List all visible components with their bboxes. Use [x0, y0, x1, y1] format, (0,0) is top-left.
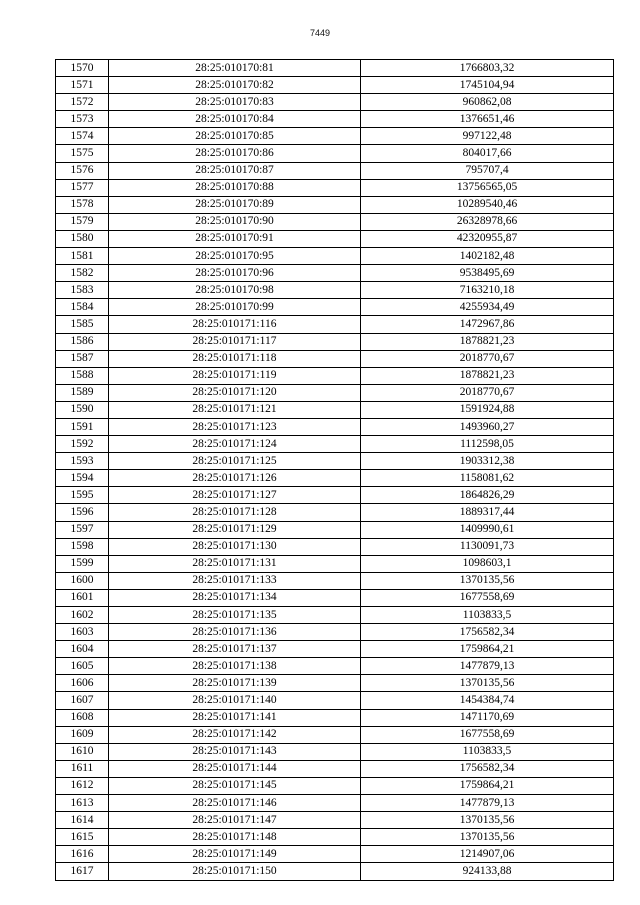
row-number-cell: 1580 [56, 230, 109, 247]
value-cell: 1112598,05 [361, 436, 614, 453]
row-number-cell: 1596 [56, 504, 109, 521]
cadastral-number-cell: 28:25:010171:138 [109, 658, 361, 675]
table-row [56, 538, 614, 555]
row-number-cell: 1614 [56, 812, 109, 829]
value-cell: 1130091,73 [361, 538, 614, 555]
table-row [56, 384, 614, 401]
value-cell: 1409990,61 [361, 521, 614, 538]
row-number-cell: 1577 [56, 179, 109, 196]
table-row [56, 709, 614, 726]
row-number-cell: 1573 [56, 111, 109, 128]
row-number-cell: 1601 [56, 589, 109, 606]
value-cell: 1370135,56 [361, 829, 614, 846]
row-number-cell: 1597 [56, 521, 109, 538]
table-row [56, 829, 614, 846]
row-number-cell: 1581 [56, 248, 109, 265]
cadastral-number-cell: 28:25:010171:125 [109, 453, 361, 470]
row-number-cell: 1591 [56, 418, 109, 435]
cadastral-number-cell: 28:25:010170:98 [109, 282, 361, 299]
table-row [56, 846, 614, 863]
table-row [56, 367, 614, 384]
row-number-cell: 1571 [56, 77, 109, 94]
value-cell: 42320955,87 [361, 230, 614, 247]
table-row [56, 726, 614, 743]
value-cell: 7163210,18 [361, 282, 614, 299]
cadastral-number-cell: 28:25:010171:137 [109, 641, 361, 658]
cadastral-number-cell: 28:25:010171:143 [109, 743, 361, 760]
value-cell: 1756582,34 [361, 760, 614, 777]
value-cell: 1878821,23 [361, 367, 614, 384]
value-cell: 1759864,21 [361, 641, 614, 658]
table-row [56, 179, 614, 196]
cadastral-number-cell: 28:25:010170:89 [109, 196, 361, 213]
page-number: 7449 [309, 28, 331, 38]
row-number-cell: 1584 [56, 299, 109, 316]
row-number-cell: 1613 [56, 795, 109, 812]
cadastral-number-cell: 28:25:010171:124 [109, 436, 361, 453]
value-cell: 1472967,86 [361, 316, 614, 333]
value-cell: 1477879,13 [361, 795, 614, 812]
cadastral-number-cell: 28:25:010170:86 [109, 145, 361, 162]
table-row [56, 504, 614, 521]
value-cell: 804017,66 [361, 145, 614, 162]
row-number-cell: 1587 [56, 350, 109, 367]
cadastral-number-cell: 28:25:010171:120 [109, 384, 361, 401]
table-row [56, 316, 614, 333]
cadastral-number-cell: 28:25:010171:148 [109, 829, 361, 846]
table-row [56, 299, 614, 316]
row-number-cell: 1590 [56, 401, 109, 418]
value-cell: 997122,48 [361, 128, 614, 145]
table-row [56, 162, 614, 179]
table-row [56, 60, 614, 77]
cadastral-number-cell: 28:25:010171:150 [109, 863, 361, 880]
cadastral-number-cell: 28:25:010170:88 [109, 179, 361, 196]
value-cell: 1370135,56 [361, 675, 614, 692]
cadastral-number-cell: 28:25:010171:117 [109, 333, 361, 350]
row-number-cell: 1585 [56, 316, 109, 333]
row-number-cell: 1586 [56, 333, 109, 350]
table-row [56, 760, 614, 777]
value-cell: 1864826,29 [361, 487, 614, 504]
value-cell: 9538495,69 [361, 265, 614, 282]
row-number-cell: 1588 [56, 367, 109, 384]
cadastral-number-cell: 28:25:010171:149 [109, 846, 361, 863]
table-row [56, 333, 614, 350]
value-cell: 795707,4 [361, 162, 614, 179]
row-number-cell: 1594 [56, 470, 109, 487]
row-number-cell: 1603 [56, 624, 109, 641]
table-row [56, 265, 614, 282]
value-cell: 1370135,56 [361, 812, 614, 829]
table-row [56, 436, 614, 453]
table-row [56, 94, 614, 111]
value-cell: 1591924,88 [361, 401, 614, 418]
cadastral-number-cell: 28:25:010171:144 [109, 760, 361, 777]
value-cell: 2018770,67 [361, 350, 614, 367]
value-cell: 924133,88 [361, 863, 614, 880]
row-number-cell: 1604 [56, 641, 109, 658]
table-row [56, 555, 614, 572]
cadastral-number-cell: 28:25:010171:116 [109, 316, 361, 333]
cadastral-number-cell: 28:25:010171:142 [109, 726, 361, 743]
cadastral-number-cell: 28:25:010171:146 [109, 795, 361, 812]
cadastral-number-cell: 28:25:010171:127 [109, 487, 361, 504]
value-cell: 1766803,32 [361, 60, 614, 77]
table-row [56, 589, 614, 606]
table-row [56, 641, 614, 658]
table-row [56, 795, 614, 812]
cadastral-number-cell: 28:25:010171:145 [109, 777, 361, 794]
value-cell: 1677558,69 [361, 589, 614, 606]
value-cell: 1098603,1 [361, 555, 614, 572]
table-row [56, 692, 614, 709]
table-row [56, 624, 614, 641]
value-cell: 1103833,5 [361, 607, 614, 624]
row-number-cell: 1612 [56, 777, 109, 794]
cadastral-number-cell: 28:25:010170:91 [109, 230, 361, 247]
table-row [56, 213, 614, 230]
cadastral-number-cell: 28:25:010171:129 [109, 521, 361, 538]
value-cell: 1493960,27 [361, 418, 614, 435]
cadastral-number-cell: 28:25:010170:85 [109, 128, 361, 145]
table-row [56, 350, 614, 367]
row-number-cell: 1576 [56, 162, 109, 179]
row-number-cell: 1600 [56, 572, 109, 589]
value-cell: 1370135,56 [361, 572, 614, 589]
value-cell: 1759864,21 [361, 777, 614, 794]
cadastral-number-cell: 28:25:010170:82 [109, 77, 361, 94]
row-number-cell: 1593 [56, 453, 109, 470]
cadastral-number-cell: 28:25:010171:119 [109, 367, 361, 384]
value-cell: 10289540,46 [361, 196, 614, 213]
value-cell: 1471170,69 [361, 709, 614, 726]
cadastral-number-cell: 28:25:010170:96 [109, 265, 361, 282]
row-number-cell: 1578 [56, 196, 109, 213]
row-number-cell: 1605 [56, 658, 109, 675]
cadastral-number-cell: 28:25:010171:136 [109, 624, 361, 641]
row-number-cell: 1589 [56, 384, 109, 401]
table-row [56, 418, 614, 435]
row-number-cell: 1570 [56, 60, 109, 77]
value-cell: 1745104,94 [361, 77, 614, 94]
value-cell: 4255934,49 [361, 299, 614, 316]
table-row [56, 77, 614, 94]
row-number-cell: 1610 [56, 743, 109, 760]
cadastral-number-cell: 28:25:010171:135 [109, 607, 361, 624]
value-cell: 1477879,13 [361, 658, 614, 675]
table-row [56, 145, 614, 162]
table-row [56, 572, 614, 589]
row-number-cell: 1602 [56, 607, 109, 624]
row-number-cell: 1615 [56, 829, 109, 846]
table-row [56, 453, 614, 470]
value-cell: 1878821,23 [361, 333, 614, 350]
row-number-cell: 1574 [56, 128, 109, 145]
row-number-cell: 1575 [56, 145, 109, 162]
row-number-cell: 1609 [56, 726, 109, 743]
row-number-cell: 1598 [56, 538, 109, 555]
row-number-cell: 1582 [56, 265, 109, 282]
table-row [56, 487, 614, 504]
row-number-cell: 1608 [56, 709, 109, 726]
table-row [56, 196, 614, 213]
table-row [56, 401, 614, 418]
value-cell: 1677558,69 [361, 726, 614, 743]
value-cell: 1756582,34 [361, 624, 614, 641]
value-cell: 1454384,74 [361, 692, 614, 709]
row-number-cell: 1599 [56, 555, 109, 572]
cadastral-number-cell: 28:25:010171:121 [109, 401, 361, 418]
cadastral-number-cell: 28:25:010171:139 [109, 675, 361, 692]
value-cell: 26328978,66 [361, 213, 614, 230]
value-cell: 1889317,44 [361, 504, 614, 521]
registry-table [55, 59, 614, 881]
row-number-cell: 1579 [56, 213, 109, 230]
value-cell: 2018770,67 [361, 384, 614, 401]
cadastral-number-cell: 28:25:010171:133 [109, 572, 361, 589]
row-number-cell: 1607 [56, 692, 109, 709]
cadastral-number-cell: 28:25:010171:126 [109, 470, 361, 487]
cadastral-number-cell: 28:25:010171:140 [109, 692, 361, 709]
cadastral-number-cell: 28:25:010171:141 [109, 709, 361, 726]
value-cell: 1158081,62 [361, 470, 614, 487]
row-number-cell: 1595 [56, 487, 109, 504]
cadastral-number-cell: 28:25:010170:81 [109, 60, 361, 77]
cadastral-number-cell: 28:25:010170:84 [109, 111, 361, 128]
cadastral-number-cell: 28:25:010171:118 [109, 350, 361, 367]
cadastral-number-cell: 28:25:010171:131 [109, 555, 361, 572]
cadastral-number-cell: 28:25:010170:99 [109, 299, 361, 316]
value-cell: 13756565,05 [361, 179, 614, 196]
table-row [56, 607, 614, 624]
cadastral-number-cell: 28:25:010171:147 [109, 812, 361, 829]
registry-table-body [56, 60, 614, 881]
table-row [56, 282, 614, 299]
table-row [56, 521, 614, 538]
value-cell: 1103833,5 [361, 743, 614, 760]
row-number-cell: 1611 [56, 760, 109, 777]
table-row [56, 111, 614, 128]
row-number-cell: 1617 [56, 863, 109, 880]
cadastral-number-cell: 28:25:010170:87 [109, 162, 361, 179]
table-row [56, 743, 614, 760]
table-row [56, 812, 614, 829]
row-number-cell: 1572 [56, 94, 109, 111]
table-row [56, 128, 614, 145]
value-cell: 1903312,38 [361, 453, 614, 470]
cadastral-number-cell: 28:25:010171:134 [109, 589, 361, 606]
table-row [56, 230, 614, 247]
value-cell: 1402182,48 [361, 248, 614, 265]
cadastral-number-cell: 28:25:010171:128 [109, 504, 361, 521]
table-row [56, 675, 614, 692]
row-number-cell: 1616 [56, 846, 109, 863]
row-number-cell: 1592 [56, 436, 109, 453]
cadastral-number-cell: 28:25:010170:90 [109, 213, 361, 230]
value-cell: 960862,08 [361, 94, 614, 111]
cadastral-number-cell: 28:25:010170:95 [109, 248, 361, 265]
cadastral-number-cell: 28:25:010170:83 [109, 94, 361, 111]
value-cell: 1376651,46 [361, 111, 614, 128]
table-row [56, 248, 614, 265]
table-row [56, 777, 614, 794]
cadastral-number-cell: 28:25:010171:130 [109, 538, 361, 555]
table-row [56, 863, 614, 880]
table-row [56, 658, 614, 675]
value-cell: 1214907,06 [361, 846, 614, 863]
table-row [56, 470, 614, 487]
row-number-cell: 1606 [56, 675, 109, 692]
cadastral-number-cell: 28:25:010171:123 [109, 418, 361, 435]
row-number-cell: 1583 [56, 282, 109, 299]
